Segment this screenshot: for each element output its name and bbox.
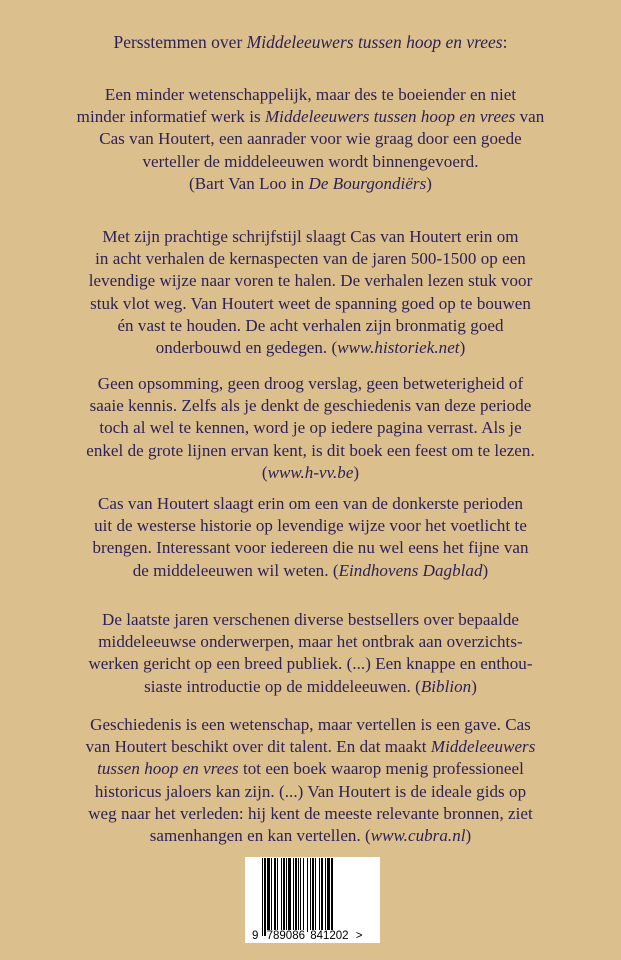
quote-text: de middeleeuwen wil weten. ( — [132, 560, 339, 580]
quote-text: siaste introductie op de middeleeuwen. ( — [144, 676, 421, 696]
quote-line — [60, 248, 561, 270]
italic-citation: Biblion — [420, 676, 472, 696]
quote-line — [60, 106, 561, 128]
quote-line — [60, 315, 561, 337]
italic-citation: www.h-vv.be — [267, 462, 354, 482]
quote-text: verteller de middeleeuwen wordt binnengevoerd. — [142, 151, 479, 171]
quote-text: middeleeuwse onderwerpen, maar het ontbrak aan overzichts- — [98, 632, 523, 652]
quote-text: Een minder wetenschappelijk, maar des te boeiender en niet — [104, 85, 517, 104]
quote-line — [60, 462, 561, 484]
quote-text: van Houtert beschikt over dit talent. En dat maakt — [85, 737, 431, 757]
quote-text: toch al wel te kennen, word je op iedere pagina verrast. Als je — [99, 418, 522, 438]
quote-line — [60, 128, 561, 150]
quote-line — [60, 417, 561, 439]
quote-line — [60, 493, 561, 515]
press-heading — [0, 30, 621, 54]
quote-text: Geschiedenis is een wetenschap, maar vertellen is een gave. Cas — [90, 715, 531, 734]
quote-line — [60, 151, 561, 173]
isbn-first-digit: 9 — [252, 930, 259, 942]
barcode-bars — [262, 858, 366, 932]
italic-citation: www.historiek.net — [337, 338, 460, 358]
italic-citation: Middeleeuwers tussen hoop en vrees — [264, 107, 516, 127]
press-quote — [60, 493, 561, 582]
quote-text: Cas van Houtert, een aanrader voor wie graag door een goede — [99, 129, 522, 149]
quote-text: in acht verhalen de kernaspecten van de jaren 500-1500 op een — [95, 249, 526, 269]
quote-line — [60, 736, 561, 758]
quote-text: tot een boek waarop menig professioneel — [238, 759, 524, 779]
quote-line — [60, 631, 561, 653]
press-quote — [60, 226, 561, 359]
quote-text: Geen opsomming, geen droog verslag, geen betweterigheid of — [97, 374, 524, 393]
quote-line — [60, 676, 561, 698]
isbn-digits — [251, 930, 377, 942]
isbn-group-2: 841202 — [310, 930, 349, 942]
quote-line — [60, 270, 561, 292]
heading-prefix: Persstemmen over — [113, 32, 247, 52]
quote-text: minder informatief werk is — [76, 107, 265, 127]
isbn-group-1: 789086 — [266, 930, 305, 942]
quote-text: brengen. Interessant voor iedereen die nu wel eens het fijne van — [92, 538, 529, 558]
quote-text: historicus jaloers kan zijn. (...) Van Houtert is de ideale gids op — [94, 781, 527, 801]
quote-line — [60, 653, 561, 675]
italic-citation: Eindhovens Dagblad — [338, 560, 483, 580]
book-title: Middeleeuwers tussen hoop en vrees — [246, 32, 503, 52]
quote-line — [60, 609, 561, 631]
quote-line — [60, 515, 561, 537]
quote-line — [60, 537, 561, 559]
quote-text: én vast te houden. De acht verhalen zijn bronmatig goed — [117, 315, 504, 335]
quote-line — [60, 293, 561, 315]
quote-text: De laatste jaren verschenen diverse bestsellers over bepaalde — [102, 610, 519, 629]
quote-text: samenhangen en kan vertellen. ( — [149, 826, 371, 846]
italic-citation: www.cubra.nl — [370, 826, 466, 846]
italic-citation: Middeleeuwers — [430, 737, 536, 757]
quote-text: werken gericht op een breed publiek. (...) Een knappe en enthou- — [88, 654, 533, 674]
quote-line — [60, 714, 561, 736]
quote-text: ) — [465, 826, 472, 846]
quote-line — [60, 84, 561, 106]
press-quote — [60, 84, 561, 195]
quote-text: Met zijn prachtige schrijfstijl slaagt Cas van Houtert erin om — [102, 227, 519, 246]
quote-line — [60, 781, 561, 803]
quote-text: ) — [482, 560, 489, 580]
isbn-barcode — [245, 857, 380, 943]
quote-text: ) — [471, 676, 477, 696]
press-quote — [60, 714, 561, 847]
quote-text: ) — [426, 173, 432, 193]
quote-text: uit de westerse historie op levendige wijze voor het voetlicht te — [94, 516, 527, 536]
quote-text: stuk vlot weg. Van Houtert weet de spanning goed op te bouwen — [90, 293, 531, 313]
quote-text: weg naar het verleden: hij kent de meeste relevante bronnen, ziet — [88, 803, 533, 823]
quote-line — [60, 337, 561, 359]
italic-citation: tussen hoop en vrees — [97, 759, 239, 779]
quote-text: (Bart Van Loo in — [189, 173, 309, 193]
quote-text: enkel de grote lijnen ervan kent, is dit boek een feest om te lezen. — [86, 440, 535, 460]
quote-text: ) — [459, 338, 466, 358]
quote-line — [60, 440, 561, 462]
quote-line — [60, 373, 561, 395]
quote-line — [60, 395, 561, 417]
quote-text: Cas van Houtert slaagt erin om een van de donkerste perioden — [97, 494, 524, 513]
quote-line — [60, 825, 561, 847]
quote-text: van — [515, 107, 545, 127]
quote-line — [60, 560, 561, 582]
isbn-quiet-mark: > — [355, 930, 363, 942]
press-quote — [60, 373, 561, 484]
press-quote — [60, 609, 561, 698]
quote-line — [60, 226, 561, 248]
italic-citation: De Bourgondiërs — [308, 173, 427, 193]
quote-line — [60, 803, 561, 825]
heading-suffix: : — [502, 32, 508, 52]
barcode-bar — [333, 858, 334, 932]
quote-text: ( — [261, 462, 268, 482]
quote-text: saaie kennis. Zelfs als je denkt de geschiedenis van deze periode — [89, 396, 532, 416]
quote-line — [60, 173, 561, 195]
quote-text: onderbouwd en gedegen. ( — [155, 338, 338, 358]
quote-line — [60, 758, 561, 780]
quote-text: levendige wijze naar voren te halen. De verhalen lezen stuk voor — [88, 271, 533, 291]
quote-text: ) — [353, 462, 360, 482]
